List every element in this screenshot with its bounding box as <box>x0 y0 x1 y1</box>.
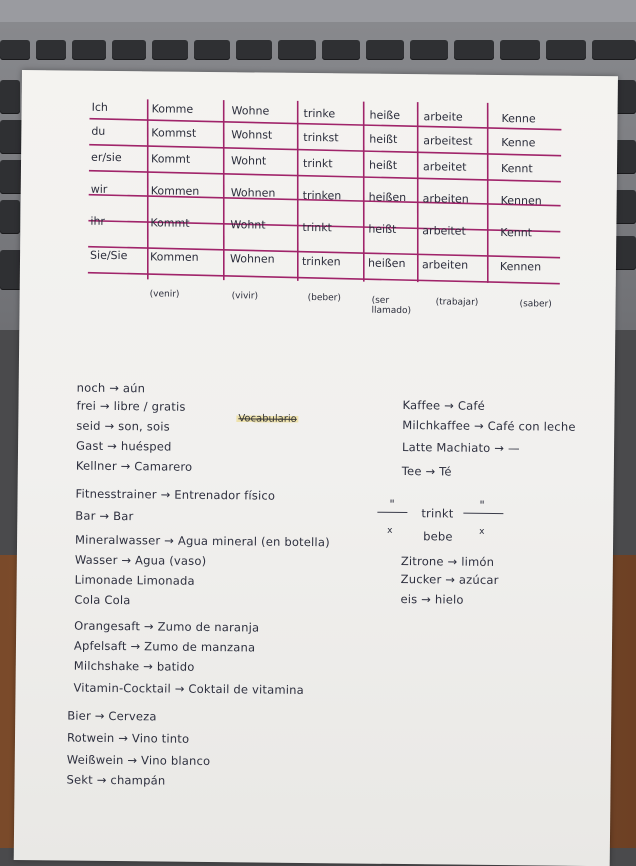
note-bottom-word: bebe <box>423 529 453 544</box>
grid-column-line <box>222 100 226 280</box>
conjugation-cell: trinkst <box>303 130 339 144</box>
note-top-word: trinkt <box>421 506 454 521</box>
vocabulary-entry: frei → libre / gratis <box>76 398 186 414</box>
vocabulary-entry: Bar → Bar <box>75 508 134 524</box>
conjugation-cell: heißt <box>369 132 398 146</box>
vocabulary-entry: eis → hielo <box>400 591 464 607</box>
conjugation-cell: arbeitest <box>423 134 473 148</box>
conjugation-cell: trinken <box>302 188 342 202</box>
vocabulary-entry: Cola Cola <box>74 592 131 608</box>
conjugation-cell: Wohne <box>231 104 270 118</box>
verb-translation: (trabajar) <box>435 297 479 308</box>
conjugation-cell: arbeiten <box>422 192 469 206</box>
vocabulary-entry: Vitamin-Cocktail → Coktail de vitamina <box>73 680 304 697</box>
verb-translation: (vivir) <box>231 291 259 302</box>
key <box>322 40 360 60</box>
vocabulary-entry: Milchkaffee → Café con leche <box>402 418 576 434</box>
key <box>72 40 106 60</box>
conjugation-cell: Kommst <box>151 126 197 141</box>
conjugation-cell: Wohnen <box>230 186 276 201</box>
laptop-hinge <box>0 0 636 22</box>
conjugation-cell: trinken <box>301 254 341 268</box>
vocabulary-entry: Fitnesstrainer → Entrenador físico <box>75 486 276 503</box>
conjugation-cell: Kennt <box>500 226 533 240</box>
conjugation-cell: Kommen <box>149 250 199 265</box>
verb-translation: (saber) <box>519 299 552 310</box>
key <box>236 40 272 60</box>
conjugation-cell: Kennen <box>500 194 542 208</box>
note-x-mark: x <box>387 525 393 536</box>
conjugation-cell: Kommen <box>150 184 200 199</box>
pronoun-cell: Sie/Sie <box>89 248 128 263</box>
vocabulary-entry: Apfelsaft → Zumo de manzana <box>73 638 256 655</box>
conjugation-cell: arbeitet <box>422 224 466 238</box>
notebook-page <box>14 70 618 866</box>
vocabulary-entry: Limonade Limonada <box>74 572 195 588</box>
vocabulary-entry: Sekt → champán <box>66 772 166 788</box>
grid-column-line <box>362 102 366 282</box>
key <box>454 40 494 60</box>
vocabulary-entry: Kellner → Camarero <box>75 458 193 474</box>
conjugation-cell: Kennt <box>500 162 533 176</box>
conjugation-cell: trinke <box>303 106 336 120</box>
vocabulary-entry: Zitrone → limón <box>400 553 495 569</box>
conjugation-cell: Wohnst <box>231 128 273 143</box>
grid-row-line <box>88 273 560 284</box>
pronoun-cell: wir <box>90 182 108 196</box>
vocabulary-title: Vocabulario <box>238 413 297 425</box>
conjugation-cell: Kenne <box>501 136 536 150</box>
note-right-mark: " <box>479 497 486 512</box>
vocabulary-entry: Kaffee → Café <box>402 398 485 413</box>
function-key-row <box>0 40 636 66</box>
note-x-mark: x <box>479 526 485 537</box>
vocabulary-entry: Tee → Té <box>401 463 452 479</box>
conjugation-cell: arbeitet <box>422 160 467 174</box>
vocabulary-entry: Mineralwasser → Agua mineral (en botella) <box>75 532 330 550</box>
pronoun-cell: ihr <box>90 214 106 228</box>
note-underline <box>377 512 407 513</box>
note-underline <box>463 513 503 514</box>
note-left-mark: " <box>389 496 396 511</box>
key <box>546 40 586 60</box>
pronoun-cell: du <box>91 124 106 138</box>
vocabulary-entry: Wasser → Agua (vaso) <box>74 552 207 568</box>
key <box>194 40 230 60</box>
conjugation-cell: Komme <box>151 102 194 116</box>
conjugation-cell: Wohnen <box>229 252 275 267</box>
key <box>112 40 146 60</box>
conjugation-cell: heißen <box>368 190 407 204</box>
key <box>0 80 20 114</box>
verb-translation: (ser llamado) <box>371 295 412 316</box>
vocabulary-entry: noch → aún <box>76 380 146 396</box>
vocabulary-entry: seid → son, sois <box>76 418 170 434</box>
vocabulary-entry: Orangesaft → Zumo de naranja <box>74 618 260 635</box>
conjugation-cell: arbeite <box>423 110 463 124</box>
conjugation-cell: trinkt <box>302 156 333 170</box>
verb-translation: (venir) <box>149 289 180 300</box>
key <box>500 40 540 60</box>
key <box>36 40 66 60</box>
pronoun-cell: Ich <box>91 100 108 114</box>
grid-row-line <box>89 171 561 182</box>
conjugation-cell: arbeiten <box>421 258 469 272</box>
vocabulary-entry: Weißwein → Vino blanco <box>66 752 211 769</box>
conjugation-cell: Wohnt <box>230 218 266 232</box>
vocabulary-entry: Gast → huésped <box>75 438 172 454</box>
vocabulary-entry: Zucker → azúcar <box>400 571 499 588</box>
conjugation-cell: heißen <box>367 256 406 270</box>
conjugation-cell: Wohnt <box>230 154 267 168</box>
vocabulary-entry: Latte Machiato → — <box>401 440 520 456</box>
key <box>592 40 636 60</box>
conjugation-cell: heiße <box>369 108 401 122</box>
vocabulary-entry: Milchshake → batido <box>73 658 195 674</box>
conjugation-cell: Kommt <box>150 216 190 230</box>
conjugation-cell: trinkt <box>302 220 332 234</box>
key <box>0 40 30 60</box>
conjugation-cell: Kennen <box>499 260 542 274</box>
conjugation-cell: Kommt <box>151 152 191 166</box>
verb-translation: (beber) <box>307 293 341 304</box>
key <box>366 40 404 60</box>
vocabulary-entry: Rotwein → Vino tinto <box>66 730 190 746</box>
key <box>152 40 188 60</box>
vocabulary-entry: Bier → Cerveza <box>67 708 157 724</box>
conjugation-cell: Kenne <box>501 112 536 126</box>
key <box>410 40 448 60</box>
conjugation-cell: heißt <box>368 222 397 236</box>
grid-column-line <box>296 101 300 281</box>
pronoun-cell: er/sie <box>91 150 122 165</box>
conjugation-cell: heißt <box>368 158 398 172</box>
key <box>278 40 316 60</box>
key <box>0 200 20 234</box>
